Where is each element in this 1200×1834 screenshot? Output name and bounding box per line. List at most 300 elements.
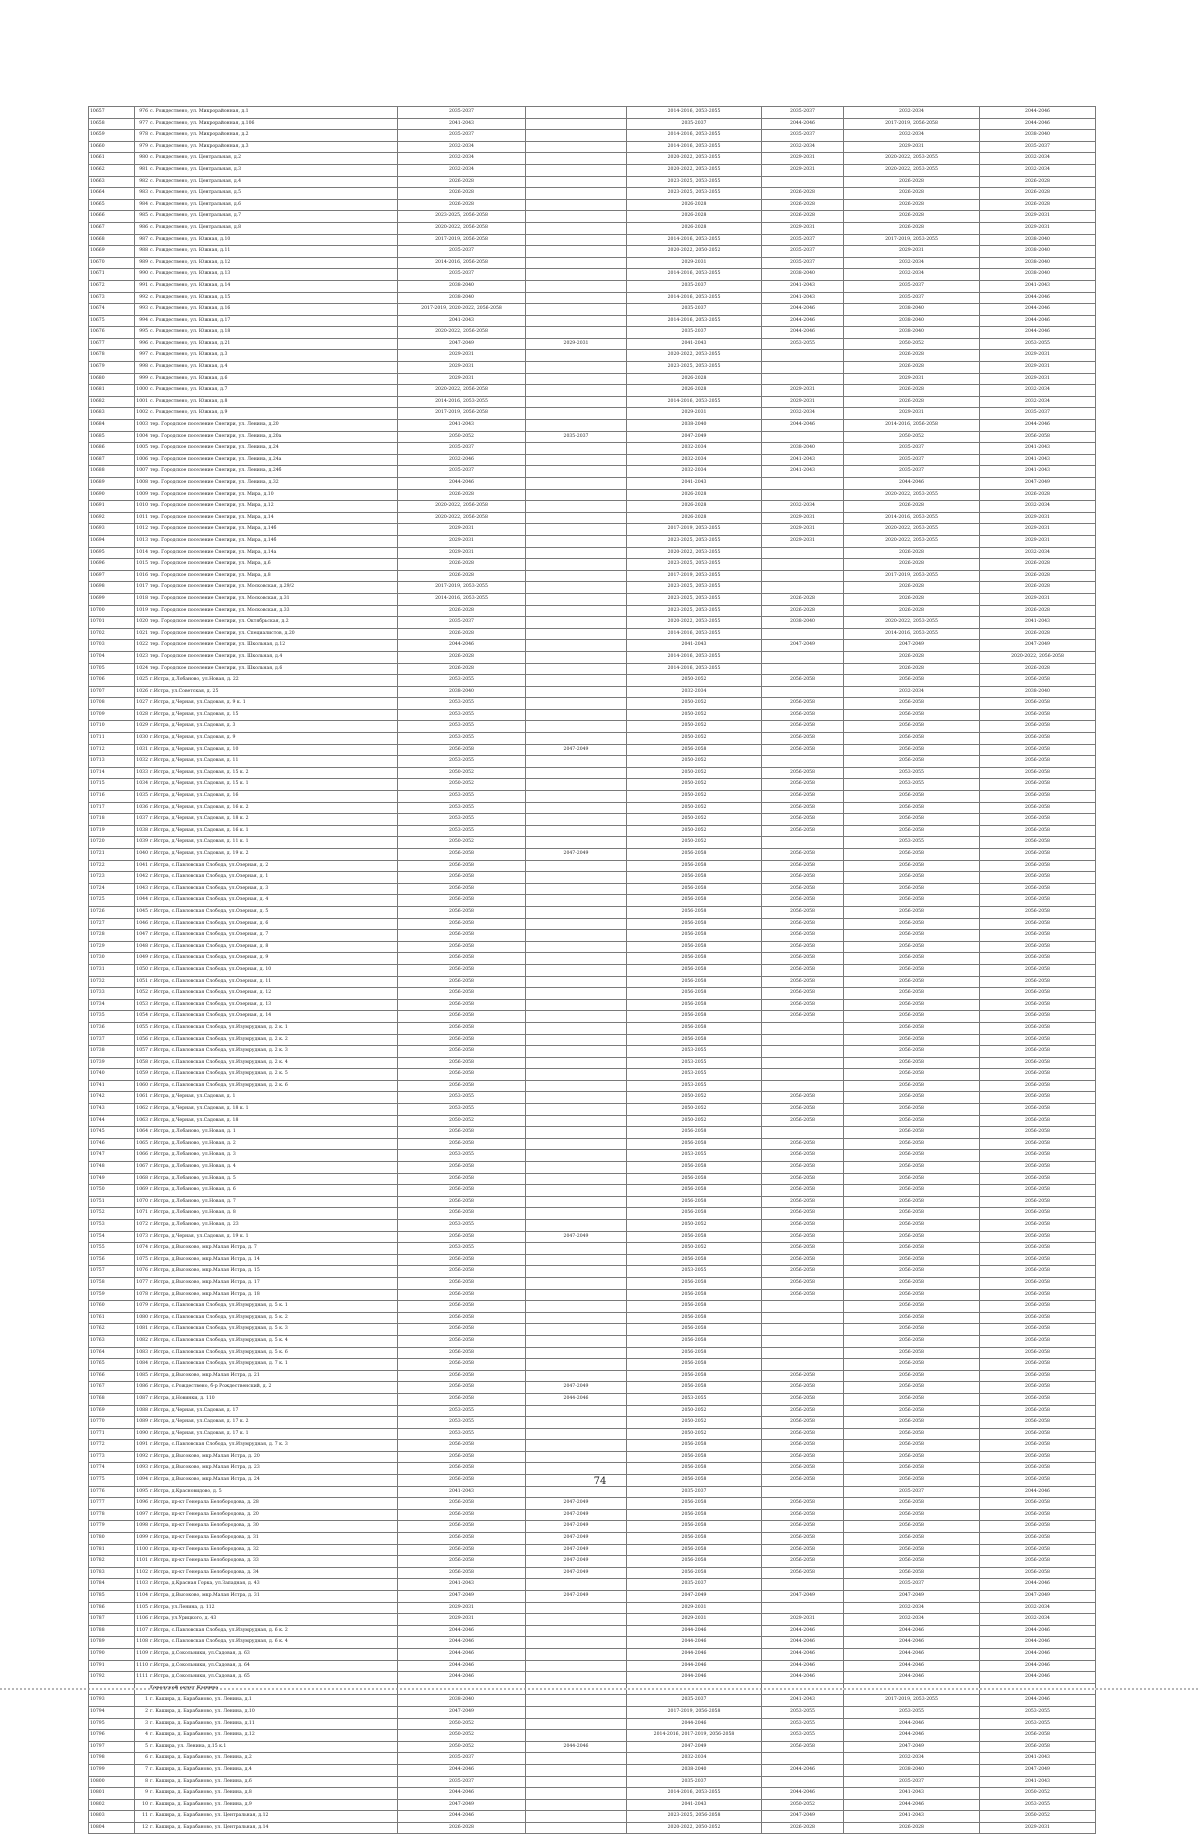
period-cell-c2: 2032-2034 <box>398 153 526 165</box>
address-text: г. Кашира, д. Барабаново, ул. Ленина, д.11 <box>150 1720 255 1726</box>
registry-number-cell: 10708 <box>89 698 135 710</box>
address-cell <box>135 733 398 745</box>
period-cell-c6: 2029-2031 <box>844 246 980 258</box>
address-cell <box>135 350 398 362</box>
registry-number-cell: 10666 <box>89 211 135 223</box>
period-cell-c5: 2053-2055 <box>762 1706 844 1718</box>
period-cell-c2: 2056-2058 <box>398 1498 526 1510</box>
address-cell <box>135 617 398 629</box>
period-cell-c6: 2056-2058 <box>844 1080 980 1092</box>
period-cell-c3 <box>526 1289 627 1301</box>
table-row <box>89 640 1096 652</box>
period-cell-c3 <box>526 675 627 687</box>
period-cell-c3: 2047-2049 <box>526 1591 627 1603</box>
registry-number-cell: 10762 <box>89 1324 135 1336</box>
period-cell-c7: 2044-2046 <box>980 315 1096 327</box>
address-text: г.Истра, с.Павловская Слобода, ул.Озерная, д. 14 <box>150 1013 272 1019</box>
period-cell-c5: 2056-2058 <box>762 1556 844 1568</box>
row-index: 1097 <box>136 1511 148 1517</box>
period-cell-c5: 2056-2058 <box>762 709 844 721</box>
period-cell-c3 <box>526 1243 627 1255</box>
row-index: 1013 <box>136 537 148 543</box>
period-cell-c5: 2026-2028 <box>762 211 844 223</box>
period-cell-c3 <box>526 118 627 130</box>
period-cell-c7: 2056-2058 <box>980 1277 1096 1289</box>
address-cell <box>135 1428 398 1440</box>
period-cell-c4: 2056-2058 <box>627 964 762 976</box>
period-cell-c2: 2026-2028 <box>398 605 526 617</box>
address-cell <box>135 1509 398 1521</box>
period-cell-c6: 2035-2037 <box>844 1776 980 1788</box>
period-cell-c5 <box>762 686 844 698</box>
row-index: 1111 <box>136 1674 148 1680</box>
period-cell-c4: 2056-2058 <box>627 1347 762 1359</box>
period-cell-c5: 2044-2046 <box>762 327 844 339</box>
row-index: 1072 <box>136 1222 148 1227</box>
row-index: 1054 <box>136 1013 148 1019</box>
period-cell-c7: 2056-2058 <box>980 1080 1096 1092</box>
table-row <box>89 883 1096 895</box>
period-cell-c4: 2056-2058 <box>627 1509 762 1521</box>
registry-number-cell: 10711 <box>89 733 135 745</box>
table-row <box>89 1730 1096 1742</box>
address-text: г.Истра, с.Павловская Слобода, ул.Изумрудная, д. 2 к. 5 <box>150 1071 288 1077</box>
row-index: 1025 <box>136 677 148 683</box>
registry-number-cell: 10743 <box>89 1104 135 1116</box>
address-cell <box>135 1092 398 1104</box>
period-cell-c3 <box>526 188 627 200</box>
period-cell-c6: 2056-2058 <box>844 1382 980 1394</box>
registry-number-cell: 10790 <box>89 1648 135 1660</box>
table-row <box>89 524 1096 536</box>
period-cell-c3 <box>526 257 627 269</box>
period-cell-c5: 2056-2058 <box>762 1196 844 1208</box>
period-cell-c7: 2056-2058 <box>980 1243 1096 1255</box>
period-cell-c4: 2056-2058 <box>627 744 762 756</box>
period-cell-c4: 2056-2058 <box>627 1533 762 1545</box>
registry-number-cell: 10732 <box>89 976 135 988</box>
period-cell-c3: 2047-2049 <box>526 849 627 861</box>
table-row <box>89 1822 1096 1834</box>
period-cell-c7: 2029-2031 <box>980 362 1096 374</box>
period-cell-c7: 2044-2046 <box>980 1486 1096 1498</box>
table-row <box>89 199 1096 211</box>
table-row <box>89 582 1096 594</box>
address-cell <box>135 547 398 559</box>
period-cell-c4: 2056-2058 <box>627 1312 762 1324</box>
address-text: г.Истра, д.Сокольники, ул.Садовая, д. 64 <box>150 1662 250 1668</box>
period-cell-c3 <box>526 953 627 965</box>
period-cell-c4: 2035-2037 <box>627 1695 762 1707</box>
period-cell-c4: 2056-2058 <box>627 895 762 907</box>
row-index: 1053 <box>136 1001 148 1007</box>
period-cell-c2: 2056-2058 <box>398 1544 526 1556</box>
table-row <box>89 860 1096 872</box>
period-cell-c2: 2047-2049 <box>398 1799 526 1811</box>
table-row <box>89 1196 1096 1208</box>
period-cell-c6: 2020-2022, 2053-2055 <box>844 535 980 547</box>
address-text: г. Кашира, д. Барабаново, ул. Ленина, д.9 <box>150 1801 252 1807</box>
period-cell-c2: 2020-2022, 2056-2058 <box>398 385 526 397</box>
period-cell-c5: 2044-2046 <box>762 1788 844 1800</box>
period-cell-c5: 2056-2058 <box>762 964 844 976</box>
period-cell-c6: 2056-2058 <box>844 791 980 803</box>
registry-number-cell: 10786 <box>89 1602 135 1614</box>
period-cell-c7: 2056-2058 <box>980 1301 1096 1313</box>
period-cell-c7: 2047-2049 <box>980 640 1096 652</box>
row-index: 1106 <box>136 1616 148 1622</box>
period-cell-c3 <box>526 176 627 188</box>
period-cell-c2: 2020-2022, 2056-2058 <box>398 222 526 234</box>
row-index: 1098 <box>136 1523 148 1529</box>
row-index: 1051 <box>136 978 148 984</box>
address-text: г.Истра, с.Павловская Слобода, ул.Озерная, д. 7 <box>150 932 269 938</box>
registry-number-cell: 10761 <box>89 1312 135 1324</box>
registry-number-cell: 10672 <box>89 280 135 292</box>
period-cell-c5: 2056-2058 <box>762 1254 844 1266</box>
registry-number-cell: 10802 <box>89 1799 135 1811</box>
period-cell-c4: 2050-2052 <box>627 721 762 733</box>
registry-number-cell: 10675 <box>89 315 135 327</box>
address-text: тер. Городское поселение Снегири, ул. Школьная, д.12 <box>150 642 286 648</box>
period-cell-c6: 2026-2028 <box>844 396 980 408</box>
address-text: г.Истра, ул.Советская, д. 25 <box>150 688 219 694</box>
table-row <box>89 1069 1096 1081</box>
table-row <box>89 222 1096 234</box>
table-row <box>89 617 1096 629</box>
period-cell-c7: 2056-2058 <box>980 849 1096 861</box>
period-cell-c3 <box>526 837 627 849</box>
period-cell-c3 <box>526 153 627 165</box>
table-row <box>89 1405 1096 1417</box>
row-index: 9 <box>145 1790 148 1796</box>
address-text: г.Истра, с.Павловская Слобода, ул.Изумрудная, д. 5 к. 2 <box>150 1314 288 1320</box>
period-cell-c4: 2023-2025, 2053-2055 <box>627 559 762 571</box>
table-row <box>89 1533 1096 1545</box>
period-cell-c4: 2035-2037 <box>627 304 762 316</box>
address-cell <box>135 512 398 524</box>
period-cell-c7: 2026-2028 <box>980 582 1096 594</box>
period-cell-c2: 2056-2058 <box>398 1440 526 1452</box>
registry-number-cell: 10714 <box>89 767 135 779</box>
period-cell-c4: 2020-2022, 2053-2055 <box>627 547 762 559</box>
period-cell-c5: 2056-2058 <box>762 988 844 1000</box>
period-cell-c7: 2026-2028 <box>980 559 1096 571</box>
address-text: г.Истра, ул.Ленина, д. 112 <box>150 1604 215 1610</box>
registry-number-cell: 10747 <box>89 1150 135 1162</box>
period-cell-c5: 2056-2058 <box>762 744 844 756</box>
row-index: 1060 <box>136 1082 148 1088</box>
period-cell-c3 <box>526 1614 627 1626</box>
row-index: 1088 <box>136 1407 148 1413</box>
period-cell-c3 <box>526 547 627 559</box>
period-cell-c2: 2035-2037 <box>398 466 526 478</box>
document-page <box>88 106 1095 1834</box>
row-index: 1067 <box>136 1164 148 1170</box>
address-cell <box>135 1556 398 1568</box>
period-cell-c5: 2056-2058 <box>762 1173 844 1185</box>
period-cell-c6: 2056-2058 <box>844 1556 980 1568</box>
row-index: 4 <box>145 1732 148 1738</box>
period-cell-c2: 2056-2058 <box>398 1034 526 1046</box>
table-row <box>89 1011 1096 1023</box>
table-row <box>89 280 1096 292</box>
period-cell-c5 <box>762 1312 844 1324</box>
period-cell-c2: 2026-2028 <box>398 628 526 640</box>
row-index: 1083 <box>136 1349 148 1355</box>
address-cell <box>135 953 398 965</box>
period-cell-c7: 2053-2055 <box>980 1799 1096 1811</box>
table-row <box>89 721 1096 733</box>
period-cell-c3 <box>526 141 627 153</box>
period-cell-c6: 2044-2046 <box>844 1637 980 1649</box>
period-cell-c7: 2056-2058 <box>980 1359 1096 1371</box>
table-row <box>89 1417 1096 1429</box>
table-row <box>89 733 1096 745</box>
period-cell-c6: 2026-2028 <box>844 547 980 559</box>
period-cell-c4: 2038-2040 <box>627 1764 762 1776</box>
table-row <box>89 1393 1096 1405</box>
period-cell-c4: 2056-2058 <box>627 1127 762 1139</box>
period-cell-c7: 2032-2034 <box>980 501 1096 513</box>
address-text: с. Рождествено, ул. Южная, д.4 <box>150 364 228 370</box>
registry-number-cell: 10677 <box>89 338 135 350</box>
period-cell-c2: 2050-2052 <box>398 1730 526 1742</box>
address-text: г.Истра, д.Лобаново, ул.Новая, д. 1 <box>150 1129 236 1135</box>
period-cell-c2: 2035-2037 <box>398 1776 526 1788</box>
period-cell-c6: 2050-2052 <box>844 431 980 443</box>
period-cell-c6: 2056-2058 <box>844 1022 980 1034</box>
period-cell-c6: 2032-2034 <box>844 1602 980 1614</box>
period-cell-c6: 2056-2058 <box>844 1301 980 1313</box>
table-row <box>89 188 1096 200</box>
address-cell <box>135 188 398 200</box>
period-cell-c5 <box>762 663 844 675</box>
period-cell-c7: 2056-2058 <box>980 1440 1096 1452</box>
period-cell-c4: 2023-2025, 2053-2055 <box>627 188 762 200</box>
period-cell-c7: 2056-2058 <box>980 1347 1096 1359</box>
period-cell-c5: 2032-2034 <box>762 141 844 153</box>
address-cell <box>135 1602 398 1614</box>
period-cell-c2: 2014-2016, 2056-2058 <box>398 257 526 269</box>
table-row <box>89 1138 1096 1150</box>
table-row <box>89 1776 1096 1788</box>
period-cell-c7: 2041-2043 <box>980 454 1096 466</box>
period-cell-c2: 2026-2028 <box>398 663 526 675</box>
table-row <box>89 1324 1096 1336</box>
address-text: г.Истра, с.Павловская Слобода, ул.Изумрудная, д. 6 к. 2 <box>150 1627 288 1633</box>
period-cell-c7: 2044-2046 <box>980 1579 1096 1591</box>
period-cell-c2: 2026-2028 <box>398 188 526 200</box>
period-cell-c3 <box>526 570 627 582</box>
period-cell-c4: 2050-2052 <box>627 756 762 768</box>
period-cell-c5: 2056-2058 <box>762 733 844 745</box>
address-cell <box>135 663 398 675</box>
period-cell-c7: 2056-2058 <box>980 999 1096 1011</box>
period-cell-c5: 2056-2058 <box>762 1266 844 1278</box>
row-index: 1079 <box>136 1303 148 1309</box>
period-cell-c4: 2056-2058 <box>627 1254 762 1266</box>
period-cell-c5: 2026-2028 <box>762 605 844 617</box>
period-cell-c6: 2056-2058 <box>844 1405 980 1417</box>
address-cell <box>135 1289 398 1301</box>
address-text: тер. Городское поселение Снегири, ул. Школьная, д.6 <box>150 665 283 671</box>
period-cell-c2: 2050-2052 <box>398 1718 526 1730</box>
period-cell-c4: 2026-2028 <box>627 512 762 524</box>
table-row <box>89 269 1096 281</box>
row-index: 1100 <box>136 1546 148 1552</box>
period-cell-c2: 2053-2055 <box>398 709 526 721</box>
period-cell-c7: 2056-2058 <box>980 1220 1096 1232</box>
address-cell <box>135 1822 398 1834</box>
registry-number-cell: 10755 <box>89 1243 135 1255</box>
address-cell <box>135 1579 398 1591</box>
address-cell <box>135 1521 398 1533</box>
period-cell-c2: 2056-2058 <box>398 1162 526 1174</box>
period-cell-c5: 2056-2058 <box>762 953 844 965</box>
period-cell-c6: 2026-2028 <box>844 176 980 188</box>
table-row <box>89 756 1096 768</box>
registry-number-cell: 10751 <box>89 1196 135 1208</box>
period-cell-c2: 2056-2058 <box>398 1347 526 1359</box>
period-cell-c6: 2038-2040 <box>844 304 980 316</box>
period-cell-c5: 2044-2046 <box>762 1648 844 1660</box>
period-cell-c6: 2035-2037 <box>844 1486 980 1498</box>
table-row <box>89 651 1096 663</box>
address-cell <box>135 315 398 327</box>
period-cell-c4: 2020-2022, 2053-2055 <box>627 350 762 362</box>
row-index: 1101 <box>136 1558 148 1564</box>
period-cell-c4: 2050-2052 <box>627 767 762 779</box>
period-cell-c5: 2038-2040 <box>762 443 844 455</box>
table-row <box>89 964 1096 976</box>
address-text: с. Рождествено, ул. Южная, д.10 <box>150 236 231 242</box>
row-index: 1082 <box>136 1337 148 1343</box>
period-cell-c6: 2020-2022, 2053-2055 <box>844 489 980 501</box>
table-row <box>89 1220 1096 1232</box>
address-cell <box>135 1451 398 1463</box>
period-cell-c2: 2056-2058 <box>398 895 526 907</box>
period-cell-c3 <box>526 1417 627 1429</box>
registry-number-cell: 10688 <box>89 466 135 478</box>
period-cell-c5: 2035-2037 <box>762 107 844 119</box>
address-cell <box>135 1706 398 1718</box>
period-cell-c5 <box>762 1069 844 1081</box>
period-cell-c4: 2044-2046 <box>627 1672 762 1684</box>
registry-number-cell: 10712 <box>89 744 135 756</box>
table-row <box>89 385 1096 397</box>
period-cell-c4: 2056-2058 <box>627 999 762 1011</box>
period-cell-c4: 2056-2058 <box>627 906 762 918</box>
table-row <box>89 1556 1096 1568</box>
period-cell-c2: 2056-2058 <box>398 906 526 918</box>
row-index: 1019 <box>136 607 148 613</box>
period-cell-c5: 2056-2058 <box>762 941 844 953</box>
period-cell-c5: 2044-2046 <box>762 1764 844 1776</box>
address-text: г. Кашира, д. Барабаново, ул. Ленина, д.2 <box>150 1755 252 1761</box>
row-index: 1080 <box>136 1314 148 1320</box>
address-cell <box>135 1591 398 1603</box>
row-index: 978 <box>139 132 148 138</box>
period-cell-c2: 2047-2049 <box>398 1591 526 1603</box>
registry-number-cell: 10697 <box>89 570 135 582</box>
period-cell-c7: 2056-2058 <box>980 1521 1096 1533</box>
address-text: тер. Городское поселение Снегири, ул. Ленина, д.24 <box>150 445 279 451</box>
period-cell-c4: 2056-2058 <box>627 918 762 930</box>
registry-number-cell: 10678 <box>89 350 135 362</box>
period-cell-c4: 2023-2025, 2053-2055 <box>627 535 762 547</box>
registry-number-cell: 10749 <box>89 1173 135 1185</box>
period-cell-c2: 2029-2031 <box>398 1614 526 1626</box>
period-cell-c6: 2026-2028 <box>844 663 980 675</box>
period-cell-c6: 2044-2046 <box>844 1648 980 1660</box>
period-cell-c3 <box>526 883 627 895</box>
period-cell-c4: 2056-2058 <box>627 872 762 884</box>
period-cell-c6: 2056-2058 <box>844 883 980 895</box>
address-cell <box>135 837 398 849</box>
period-cell-c4: 2035-2037 <box>627 280 762 292</box>
row-index: 1021 <box>136 630 148 636</box>
table-row <box>89 1312 1096 1324</box>
table-row <box>89 1428 1096 1440</box>
period-cell-c5: 2026-2028 <box>762 1822 844 1834</box>
period-cell-c3 <box>526 686 627 698</box>
registry-number-cell: 10695 <box>89 547 135 559</box>
address-cell <box>135 1811 398 1823</box>
table-row <box>89 1764 1096 1776</box>
period-cell-c5: 2056-2058 <box>762 1150 844 1162</box>
registry-number-cell: 10689 <box>89 478 135 490</box>
period-cell-c7: 2056-2058 <box>980 988 1096 1000</box>
period-cell-c5: 2056-2058 <box>762 1463 844 1475</box>
address-cell <box>135 327 398 339</box>
address-cell <box>135 640 398 652</box>
address-cell <box>135 1382 398 1394</box>
address-text: г.Истра, с.Павловская Слобода, ул.Озерная, д. 12 <box>150 990 272 996</box>
registry-number-cell: 10722 <box>89 860 135 872</box>
period-cell-c5 <box>762 651 844 663</box>
period-cell-c2: 2053-2055 <box>398 756 526 768</box>
period-cell-c5: 2056-2058 <box>762 1185 844 1197</box>
address-text: г.Истра, д.Высоково, мкр.Малая Истра, д. 7 <box>150 1245 257 1251</box>
period-cell-c7: 2056-2058 <box>980 733 1096 745</box>
registry-number-cell: 10739 <box>89 1057 135 1069</box>
address-text: г.Истра, д.Черная, ул.Садовая, д. 15 к. 2 <box>150 769 249 775</box>
period-cell-c3 <box>526 1011 627 1023</box>
address-cell <box>135 107 398 119</box>
period-cell-c3 <box>526 1069 627 1081</box>
table-row <box>89 350 1096 362</box>
table-row <box>89 941 1096 953</box>
registry-number-cell: 10724 <box>89 883 135 895</box>
period-cell-c3 <box>526 130 627 142</box>
period-cell-c4: 2020-2022, 2050-2052 <box>627 1822 762 1834</box>
address-text: с. Рождествено, ул. Южная, д.6 <box>150 375 228 381</box>
table-row <box>89 675 1096 687</box>
period-cell-c6: 2014-2016, 2053-2055 <box>844 628 980 640</box>
address-text: г.Истра, д.Красновидово, д. 5 <box>150 1488 222 1494</box>
table-row <box>89 431 1096 443</box>
row-index: 1018 <box>136 595 148 601</box>
period-cell-c3 <box>526 1660 627 1672</box>
period-cell-c4: 2014-2016, 2053-2055 <box>627 234 762 246</box>
period-cell-c5 <box>762 1579 844 1591</box>
row-index: 1084 <box>136 1361 148 1367</box>
period-cell-c5: 2056-2058 <box>762 1741 844 1753</box>
period-cell-c6: 2026-2028 <box>844 501 980 513</box>
row-index: 1036 <box>136 804 148 810</box>
period-cell-c2: 2029-2031 <box>398 547 526 559</box>
